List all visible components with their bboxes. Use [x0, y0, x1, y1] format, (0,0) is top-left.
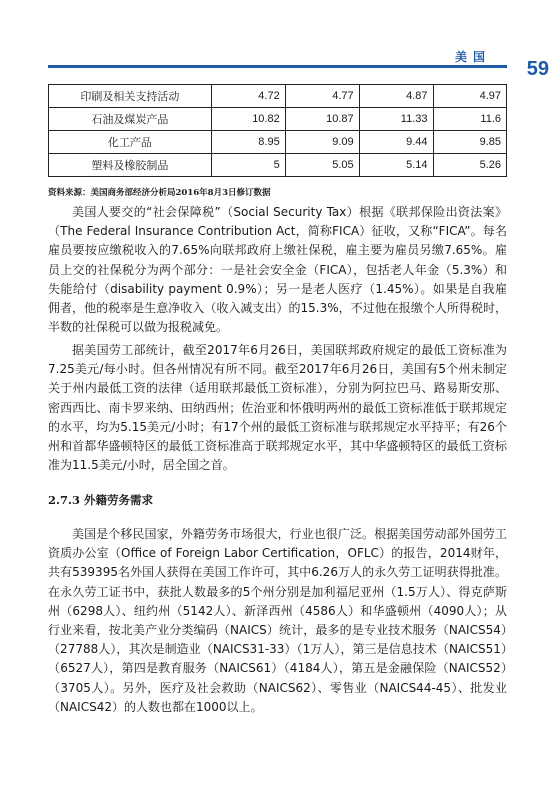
table-cell: 9.44: [359, 131, 433, 154]
table-cell: 8.95: [211, 131, 285, 154]
section-heading: 2.7.3 外籍劳务需求: [48, 493, 154, 507]
table-cell: 4.87: [359, 85, 433, 108]
page-number: 59: [526, 58, 549, 80]
table-cell: 11.6: [433, 108, 507, 131]
table-cell: 4.72: [211, 85, 285, 108]
table-cell-label: 印刷及相关支持活动: [49, 85, 212, 108]
table-cell: 5.26: [433, 154, 507, 177]
body-paragraph-minimum-wage: [48, 341, 507, 475]
table-row: [49, 108, 507, 131]
table-cell: 4.97: [433, 85, 507, 108]
table-cell: 11.33: [359, 108, 433, 131]
table-cell: 5.05: [285, 154, 359, 177]
body-paragraph-social-security: [48, 203, 507, 337]
table-source-note: 资料来源：美国商务部经济分析局2016年8月3日修订数据: [48, 188, 271, 198]
paragraph-text: 美国是个移民国家，外籍劳务市场很大，行业也很广泛。根据美国劳动部外国劳工资质办公室（Office of Foreign Labor Certification，OFLC）的报告，2014财年，共有539395名外国人获得在美国工作许可，其中6.26万人的永久劳工证明获得批准。在永久劳工证书中，获批人数最多的5个州分别是加利福尼亚州（1.5万人）、得克萨斯州（6298人）、纽约州（5142人）、新泽西州（4586人）和华盛顿州（4090人）；从行业来看，按北美产业分类编码（NAICS）统计，最多的是专业技术服务（NAICS54）（27788人），其次是制造业（NAICS31-33）（1万人），第三是信息技术（NAICS51）（6527人），第四是教育服务（NAICS61）（4184人），第五是金融保险（NAICS52）（3705人）。另外，医疗及社会救助（NAICS62）、零售业（NAICS44-45）、批发业（NAICS42）的人数也都在1000以上。: [48, 527, 507, 714]
table-cell-label: 化工产品: [49, 131, 212, 154]
table-cell-label: 塑料及橡胶制品: [49, 154, 212, 177]
table-cell: 5: [211, 154, 285, 177]
body-paragraph-foreign-labor: [48, 525, 507, 717]
data-table: [48, 84, 507, 177]
table-row: [49, 131, 507, 154]
table-cell: 10.82: [211, 108, 285, 131]
table-row: [49, 154, 507, 177]
table-cell: 4.77: [285, 85, 359, 108]
table-row: [49, 85, 507, 108]
running-header-country: 美国: [454, 50, 491, 64]
paragraph-text: 美国人要交的“社会保障税”（Social Security Tax）根据《联邦保险出资法案》（The Federal Insurance Contribution Act，简称FICA）征收，又称“FICA”。每名雇员要按应缴税收入的7.65%向联邦政府上缴社保税，雇主要为雇员另缴7.65%。雇员上交的社保税分为两个部分：一是社会安全金（FICA），包括老人年金（5.3%）和失能给付（disability payment 0.9%）；另一是老人医疗（1.45%）。如果是自我雇佣者，他的税率是生意净收入（收入减支出）的15.3%，不过他在报缴个人所得税时，半数的社保税可以做为报税减免。: [48, 205, 507, 335]
header-rule: [48, 65, 507, 68]
table-cell-label: 石油及煤炭产品: [49, 108, 212, 131]
table-cell: 5.14: [359, 154, 433, 177]
table-cell: 10.87: [285, 108, 359, 131]
table-cell: 9.85: [433, 131, 507, 154]
paragraph-text: 据美国劳工部统计，截至2017年6月26日，美国联邦政府规定的最低工资标准为7.25美元/每小时。但各州情况有所不同。截至2017年6月26日，美国有5个州未制定关于州内最低工资的法律（适用联邦最低工资标准），分别为阿拉巴马、路易斯安那、密西西比、南卡罗来纳、田纳西州；佐治亚和怀俄明两州的最低工资标准低于联邦规定的水平，均为5.15美元/小时；有17个州的最低工资标准与联邦规定水平持平；有26个州和首都华盛顿特区的最低工资标准高于联邦规定水平，其中华盛顿特区的最低工资标准为11.5美元/小时，居全国之首。: [48, 343, 507, 473]
table-cell: 9.09: [285, 131, 359, 154]
